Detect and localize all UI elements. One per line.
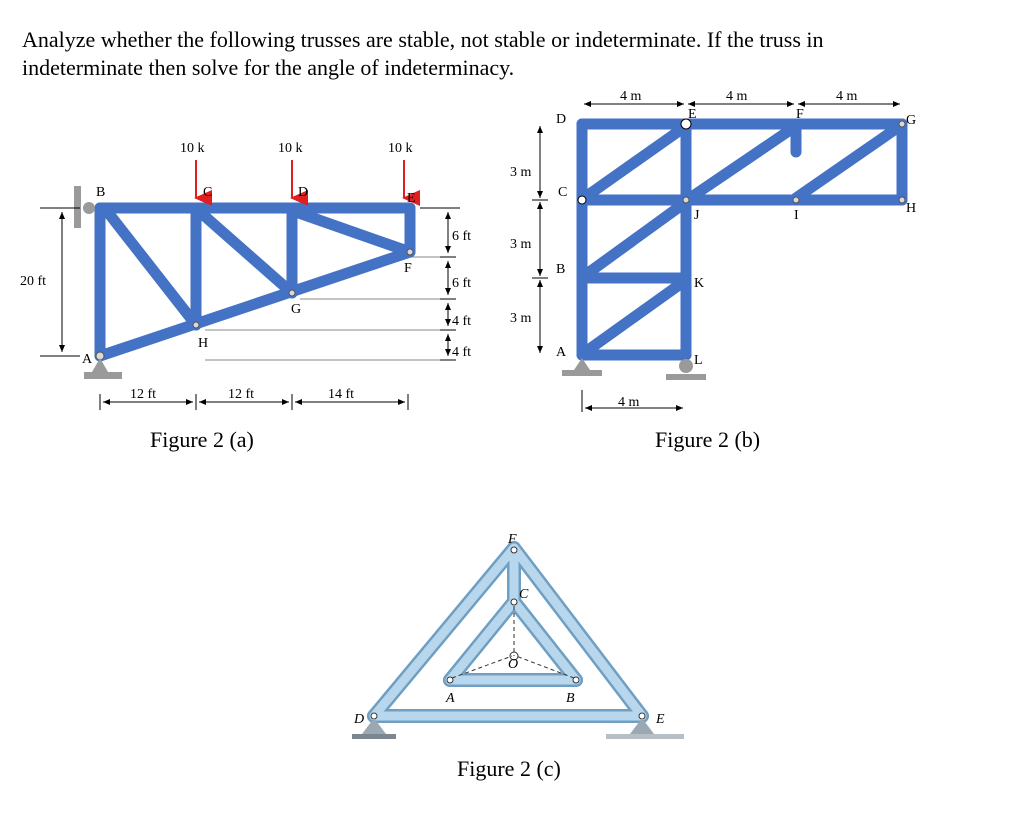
node-b-h-label: H <box>906 201 917 216</box>
load-label-e: 10 k <box>388 141 413 156</box>
fig-c-members-outline <box>374 548 642 716</box>
load-label-c: 10 k <box>180 141 205 156</box>
fig-b-support-a <box>562 358 602 376</box>
dim-12ft-1: 12 ft <box>130 387 157 402</box>
question-line-1: Analyze whether the following trusses are stable, not stable or indeterminate. If the truss in <box>22 27 824 52</box>
fig-b-dims-top <box>584 89 900 104</box>
dim-4ft-2: 4 ft <box>452 345 472 360</box>
question-line-2: indeterminate then solve for the angle of indeterminacy. <box>22 55 515 80</box>
dim-b-4m-bottom: 4 m <box>618 395 640 410</box>
dim-b-3m-1: 3 m <box>510 165 532 180</box>
figure-2a <box>20 141 471 452</box>
node-b-b-label: B <box>556 262 566 277</box>
caption-fig-2a: Figure 2 (a) <box>150 427 254 452</box>
dim-b-4m-2: 4 m <box>726 89 748 104</box>
figure-2b <box>510 89 916 452</box>
fig-a-dims-bottom <box>100 387 408 410</box>
node-b-k-label: K <box>694 276 705 291</box>
node-f-label: F <box>404 261 412 276</box>
fig-b-dim-bottom <box>582 390 683 412</box>
dim-6ft-1: 6 ft <box>452 229 472 244</box>
dim-14ft: 14 ft <box>328 387 355 402</box>
fig-a-dim-left <box>20 208 80 356</box>
node-c-b-label: B <box>566 691 575 706</box>
node-g-label: G <box>291 302 302 317</box>
node-c-c-label: C <box>519 587 529 602</box>
dim-12ft-2: 12 ft <box>228 387 255 402</box>
dim-6ft-2: 6 ft <box>452 276 472 291</box>
node-c-f-label: F <box>508 532 517 547</box>
node-c-a-label: A <box>446 691 455 706</box>
node-b-j-label: J <box>694 208 700 223</box>
dim-b-3m-3: 3 m <box>510 311 532 326</box>
fig-a-dims-right <box>420 208 471 360</box>
dim-b-3m-2: 3 m <box>510 237 532 252</box>
node-b-label: B <box>96 185 106 200</box>
node-b-e-label: E <box>688 107 697 122</box>
dim-b-4m-1: 4 m <box>620 89 642 104</box>
fig-a-loads <box>180 141 413 198</box>
fig-a-members <box>100 208 410 356</box>
caption-fig-2c: Figure 2 (c) <box>457 756 561 781</box>
caption-fig-2b: Figure 2 (b) <box>655 427 761 452</box>
node-b-c-label: C <box>558 185 568 200</box>
node-h-label: H <box>198 336 209 351</box>
node-c-o-label: O <box>508 657 519 672</box>
fig-b-dims-left <box>510 126 548 353</box>
node-b-d-label: D <box>556 112 567 127</box>
node-c-d-label: D <box>354 712 365 727</box>
dim-b-4m-3: 4 m <box>836 89 858 104</box>
figure-2c <box>352 532 684 781</box>
load-label-d: 10 k <box>278 141 303 156</box>
node-b-i-label: I <box>794 208 799 223</box>
node-c-e-label: E <box>656 712 665 727</box>
dim-4ft-1: 4 ft <box>452 314 472 329</box>
node-b-l-label: L <box>694 353 703 368</box>
node-a-label: A <box>82 352 93 367</box>
node-b-g-label: G <box>906 113 917 128</box>
fig-b-members <box>582 124 902 355</box>
node-c-label: C <box>203 185 213 200</box>
fig-a-support-b <box>74 186 95 228</box>
node-d-label: D <box>298 185 309 200</box>
dim-20ft: 20 ft <box>20 274 47 289</box>
node-e-label: E <box>407 191 416 206</box>
node-b-a-label: A <box>556 345 567 360</box>
node-b-f-label: F <box>796 107 804 122</box>
